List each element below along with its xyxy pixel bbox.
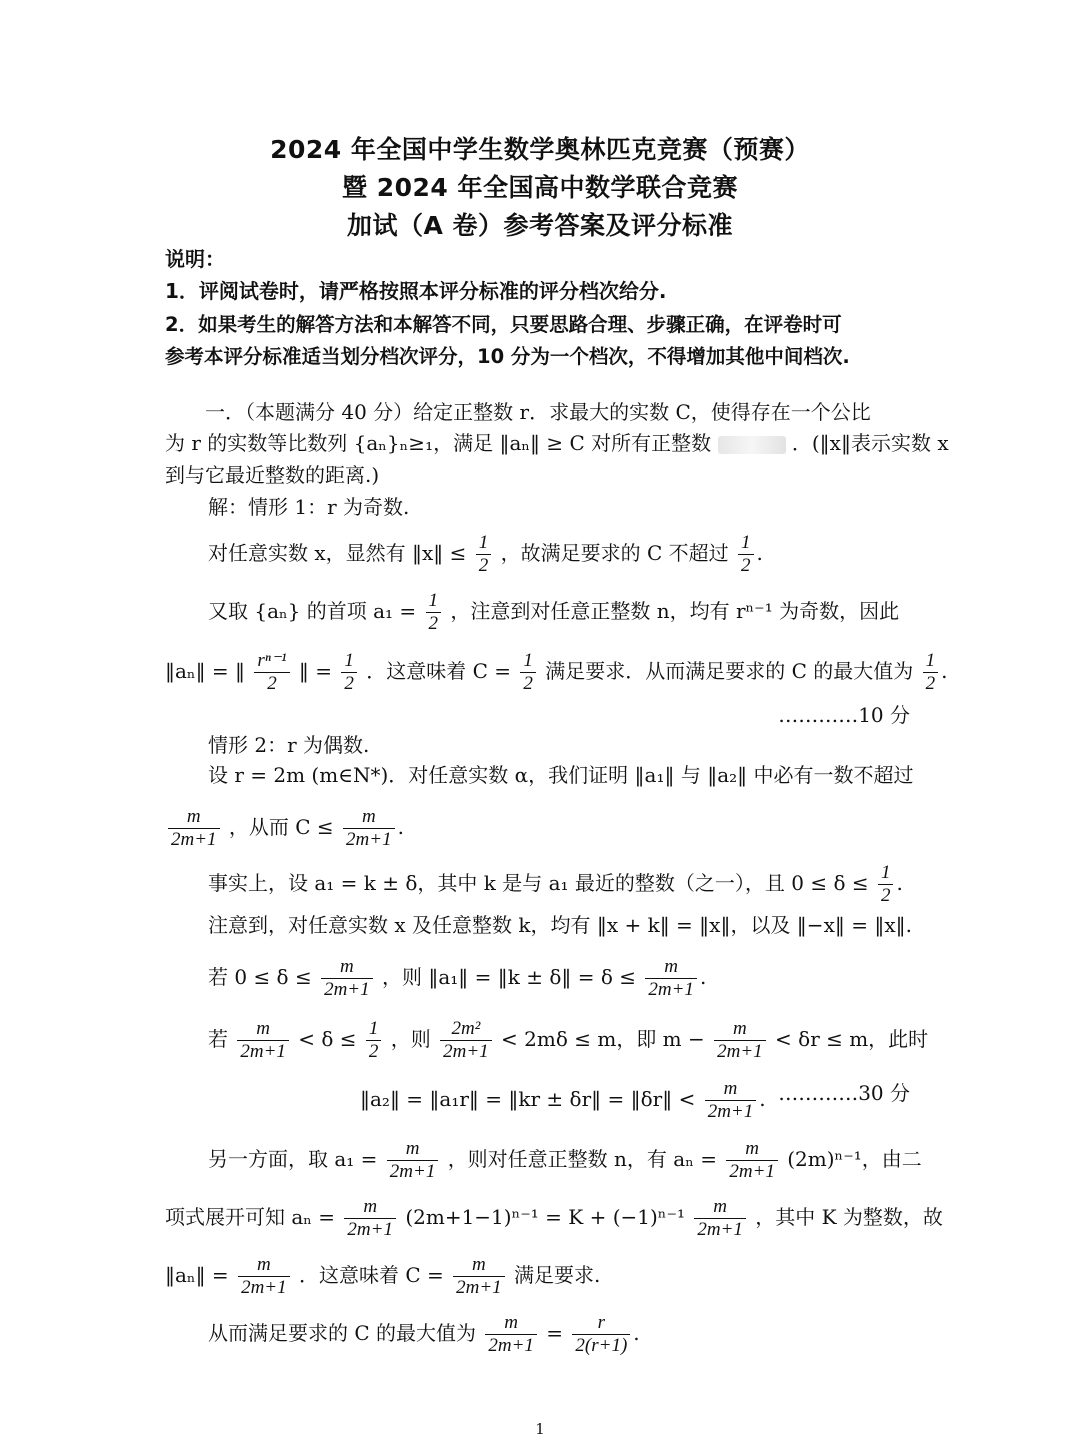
frac-num: 1	[476, 532, 492, 555]
fraction-half	[426, 590, 442, 635]
frac-num: m	[238, 1254, 290, 1277]
frac-den: 2m+1	[347, 1219, 393, 1240]
fraction-half	[476, 532, 492, 577]
s4-text-b: ‖ =	[298, 659, 333, 683]
frac-num: m	[344, 1196, 396, 1219]
solution-line-11	[208, 1018, 928, 1063]
s14-text-c: ，其中 K 为整数，故	[755, 1205, 943, 1229]
s14-text-b: (2m+1−1)ⁿ⁻¹ = K + (−1)ⁿ⁻¹	[405, 1205, 686, 1229]
s10-text-a: 若 0 ≤ δ ≤	[208, 965, 312, 989]
problem-line-2	[165, 430, 949, 456]
frac-num: m	[714, 1018, 766, 1041]
s3-text-b: ，注意到对任意正整数 n，均有 rⁿ⁻¹ 为奇数，因此	[450, 599, 900, 623]
frac-den: 2m+1	[488, 1335, 534, 1356]
s2-text-b: ，故满足要求的 C 不超过	[500, 541, 729, 565]
fraction-half	[878, 862, 894, 907]
frac-num: rⁿ⁻¹	[254, 650, 289, 673]
s11-text-c: ，则	[390, 1027, 431, 1051]
frac-num: m	[321, 956, 373, 979]
s13-text-a: 另一方面，取 a₁ =	[208, 1147, 378, 1171]
score-10: …………10 分	[778, 703, 910, 727]
fraction-half	[341, 650, 357, 695]
solution-line-12: ‖a₂‖ = ‖a₁r‖ = ‖kr ± δr‖ = ‖δr‖ < $\frac{m}{2m+1}$ .	[360, 1078, 766, 1122]
s10-text-b: ，则 ‖a₁‖ = ‖k ± δ‖ = δ ≤	[381, 965, 637, 989]
frac-den: 2	[880, 885, 891, 906]
frac-den: 2m+1	[443, 1041, 489, 1062]
score-30: …………30 分	[778, 1081, 910, 1105]
s11-text-d: < 2mδ ≤ m，即 m −	[501, 1027, 705, 1051]
frac-den: 2m+1	[697, 1219, 743, 1240]
frac-num: m	[453, 1254, 505, 1277]
s4-text-a: ‖aₙ‖ = ‖	[165, 659, 246, 683]
s2-text-a: 对任意实数 x，显然有 ‖x‖ ≤	[208, 541, 467, 565]
frac-num: m	[168, 806, 220, 829]
frac-den: 2	[344, 673, 354, 694]
fraction-r-power	[254, 650, 289, 695]
frac-num: 1	[520, 650, 536, 673]
s11-text-a: 若	[208, 1027, 228, 1051]
frac-den: 2m+1	[346, 829, 392, 850]
fraction-m	[344, 1196, 396, 1241]
title-line-3: 加试（A 卷）参考答案及评分标准	[346, 211, 734, 240]
s11-text-b: < δ ≤	[298, 1027, 357, 1051]
fraction-m	[168, 806, 220, 851]
frac-den: 2	[267, 673, 277, 694]
fraction-m	[714, 1018, 766, 1063]
frac-den: 2	[925, 673, 936, 694]
fraction-2m2	[440, 1018, 492, 1063]
solution-line-10: 若 0 ≤ δ ≤ $\frac{m}{2m+1}$ ，则 ‖a₁‖ = ‖k ± δ‖ = δ ≤ $\frac{m}{2m+1}$ .	[208, 956, 707, 1000]
s16-text-b: =	[546, 1321, 564, 1345]
fraction-half	[738, 532, 754, 577]
solution-line-6: 设 r = 2m (m∈N*)．对任意实数 α，我们证明 ‖a₁‖ 与 ‖a₂‖ 中必有一数不超过	[208, 763, 914, 787]
fraction-m	[453, 1254, 505, 1299]
title-line-1: 2024 年全国中学生数学奥林匹克竞赛（预赛）	[270, 135, 810, 164]
solution-line-7: $\frac{m}{2m+1}$ ，从而 C ≤ $\frac{m}{2m+1}$ .	[165, 806, 404, 851]
frac-num: m	[237, 1018, 289, 1041]
frac-den: 2m+1	[707, 1101, 754, 1122]
frac-den: 2m+1	[456, 1277, 502, 1298]
problem-line-2b: ．(‖x‖表示实数 x	[791, 431, 949, 455]
frac-den: 2m+1	[324, 979, 370, 1000]
frac-den: 2m+1	[389, 1161, 436, 1182]
frac-num: 1	[738, 532, 754, 555]
solution-line-4: ‖aₙ‖ = ‖ $\frac{\text{rⁿ⁻¹}}{2}$ ‖ = $\frac{1}{2}$ ．这意味着 C = $\frac{1}{2}$ 满足要求．从而满足要求的 C 的最大值为 $\frac{1}{2}$ .	[165, 650, 948, 694]
frac-den: 2m+1	[241, 1277, 287, 1298]
problem-line-1: 一．（本题满分 40 分）给定正整数 r．求最大的实数 C，使得存在一个公比	[205, 400, 871, 424]
frac-num: m	[485, 1312, 537, 1335]
frac-den: 2m+1	[729, 1161, 775, 1182]
frac-num: m	[705, 1078, 757, 1101]
solution-line-3	[208, 590, 899, 635]
note-item-1: 1．评阅试卷时，请严格按照本评分标准的评分档次给分.	[165, 279, 667, 303]
frac-num: m	[694, 1196, 746, 1219]
frac-den: 2	[368, 1041, 379, 1062]
fraction-m	[645, 956, 697, 1001]
fraction-m	[485, 1312, 537, 1357]
fraction-m	[343, 806, 395, 851]
problem-line-2a: 为 r 的实数等比数列 {aₙ}ₙ≥₁，满足 ‖aₙ‖ ≥ C 对所有正整数	[165, 431, 712, 455]
frac-num: 1	[426, 590, 442, 613]
s4-text-d: 满足要求．从而满足要求的 C 的最大值为	[545, 659, 914, 683]
solution-line-8: 事实上，设 a₁ = k ± δ，其中 k 是与 a₁ 最近的整数（之一），且 0 ≤ δ ≤ $\frac{1}{2}$ .	[208, 862, 903, 906]
frac-num: r	[572, 1312, 630, 1335]
problem-line-3: 到与它最近整数的距离.)	[165, 463, 380, 487]
fraction-m	[694, 1196, 746, 1241]
frac-den: 2(r+1)	[575, 1335, 628, 1356]
s12-text: ‖a₂‖ = ‖a₁r‖ = ‖kr ± δr‖ = ‖δr‖ <	[360, 1087, 696, 1111]
solution-line-2: 对任意实数 x，显然有 ‖x‖ ≤ $\frac{1}{2}$ ，故满足要求的 C 不超过 $\frac{1}{2}$ .	[208, 532, 763, 576]
fraction-m	[705, 1078, 757, 1123]
frac-num: 1	[878, 862, 894, 885]
s3-text-a: 又取 {aₙ} 的首项 a₁ =	[208, 599, 417, 623]
s15-text-b: ．这意味着 C =	[298, 1263, 444, 1287]
s4-text-c: ．这意味着 C =	[366, 659, 512, 683]
solution-line-9: 注意到，对任意实数 x 及任意整数 k，均有 ‖x + k‖ = ‖x‖，以及 ‖−x‖ = ‖x‖.	[208, 913, 912, 937]
redacted-blur	[718, 436, 786, 454]
fraction-m	[321, 956, 373, 1001]
s16-text-a: 从而满足要求的 C 的最大值为	[208, 1321, 477, 1345]
s7-text: ，从而 C ≤	[228, 815, 334, 839]
fraction-half	[923, 650, 939, 695]
frac-den: 2	[523, 673, 533, 694]
frac-den: 2m+1	[648, 979, 694, 1000]
frac-den: 2m+1	[240, 1041, 286, 1062]
frac-num: m	[645, 956, 697, 979]
fraction-half	[366, 1018, 382, 1063]
s11-text-e: < δr ≤ m，此时	[775, 1027, 929, 1051]
frac-den: 2m+1	[171, 829, 217, 850]
frac-den: 2	[428, 613, 439, 634]
s8-text: 事实上，设 a₁ = k ± δ，其中 k 是与 a₁ 最近的整数（之一），且 0 ≤ δ ≤	[208, 871, 869, 895]
fraction-m	[387, 1138, 439, 1183]
fraction-m	[237, 1018, 289, 1063]
s13-text-b: ，则对任意正整数 n，有 aₙ =	[447, 1147, 717, 1171]
fraction-m	[238, 1254, 290, 1299]
frac-den: 2	[478, 555, 489, 576]
solution-line-14	[165, 1196, 943, 1241]
fraction-m	[726, 1138, 778, 1183]
frac-num: 2m²	[440, 1018, 492, 1041]
solution-case-2: 情形 2：r 为偶数.	[208, 733, 370, 757]
page-number: 1	[535, 1420, 545, 1438]
frac-den: 2m+1	[717, 1041, 763, 1062]
notes-heading: 说明：	[165, 247, 225, 271]
frac-num: m	[387, 1138, 439, 1161]
solution-line-15	[165, 1254, 600, 1299]
s15-text-a: ‖aₙ‖ =	[165, 1263, 229, 1287]
frac-num: m	[343, 806, 395, 829]
frac-num: 1	[923, 650, 939, 673]
frac-num: m	[726, 1138, 778, 1161]
solution-case-1: 解：情形 1：r 为奇数.	[208, 495, 410, 519]
note-item-2a: 2．如果考生的解答方法和本解答不同，只要思路合理、步骤正确，在评卷时可	[165, 313, 842, 336]
s13-text-c: (2m)ⁿ⁻¹，由二	[787, 1147, 922, 1171]
solution-line-16: 从而满足要求的 C 的最大值为 $\frac{m}{2m+1}$ = $\frac{r}{2(r+1)}$ .	[208, 1312, 640, 1356]
note-item-2b: 参考本评分标准适当划分档次评分，10 分为一个档次，不得增加其他中间档次.	[165, 345, 850, 368]
fraction-r	[572, 1312, 630, 1357]
fraction-half	[520, 650, 536, 695]
frac-num: 1	[366, 1018, 382, 1041]
solution-line-13	[208, 1138, 922, 1183]
s15-text-c: 满足要求.	[514, 1263, 601, 1287]
s14-text-a: 项式展开可知 aₙ =	[165, 1205, 336, 1229]
frac-den: 2	[741, 555, 751, 576]
frac-num: 1	[341, 650, 357, 673]
title-line-2: 暨 2024 年全国高中数学联合竞赛	[342, 173, 738, 202]
